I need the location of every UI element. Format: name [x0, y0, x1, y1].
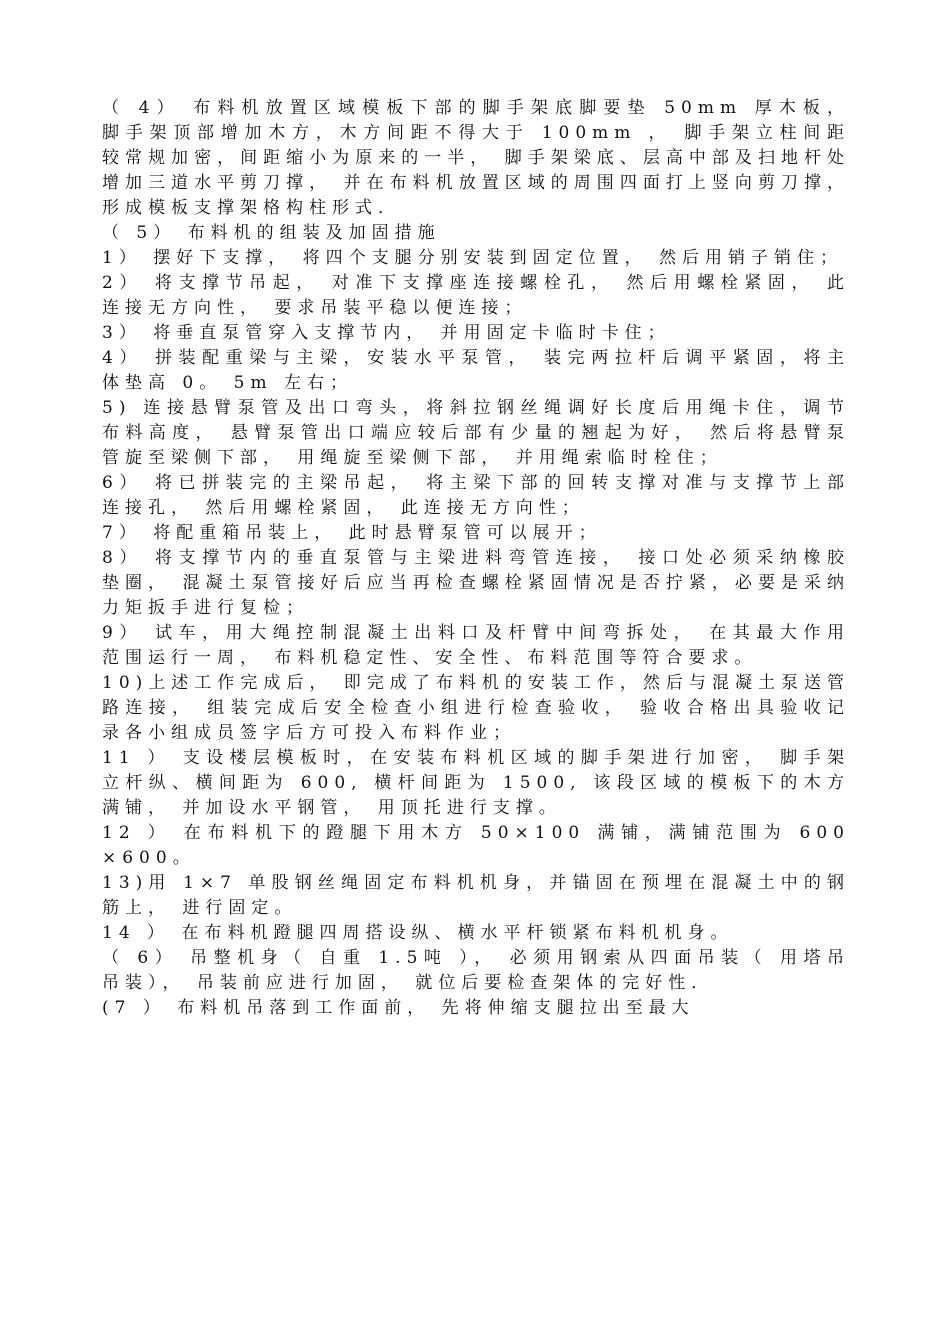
step-3: 3） 将垂直泵管穿入支撑节内， 并用固定卡临时卡住；: [102, 323, 671, 343]
section-landing: (7 ） 布料机吊落到工作面前， 先将伸缩支腿拉出至最大: [102, 998, 695, 1018]
step-6: 6） 将已拼装完的主梁吊起， 将主梁下部的回转支撑对准与支撑节上部连接孔， 然后用螺栓紧固， 此连接无方向性；: [102, 473, 850, 518]
step-10: 10)上述工作完成后， 即完成了布料机的安装工作，然后与混凝土泵送管路连接， 组装完成后安全检查小组进行检查验收， 验收合格出具验收记录各小组成员签字后方可投入布料作业；: [102, 673, 850, 743]
step-8: 8） 将支撑节内的垂直泵管与主梁进料弯管连接， 接口处必须采纳橡胶垫圈， 混凝土泵管接好后应当再检查螺栓紧固情况是否拧紧，必要是采纳力矩扳手进行复检；: [102, 548, 850, 618]
step-11: 11 ） 支设楼层模板时，在安装布料机区域的脚手架进行加密， 脚手架立杆纵、横间距为 600, 横杆间距为 1500, 该段区域的模板下的木方满铺， 并加设水平钢管， 用顶托进行支撑。: [102, 748, 850, 818]
step-12: 12 ） 在布料机下的蹬腿下用木方 50×100 满铺，满铺范围为 600×600。: [102, 823, 850, 868]
section-heading-assembly: （ 5） 布料机的组装及加固措施: [102, 223, 441, 243]
step-13: 13)用 1×7 单股钢丝绳固定布料机机身，并锚固在预埋在混凝土中的钢筋上， 进行固定。: [102, 873, 850, 918]
section-hoisting: （ 6） 吊整机身（ 自重 1.5吨 ）， 必须用钢索从四面吊装（ 用塔吊吊装）， 吊装前应进行加固， 就位后要检查架体的完好性．: [102, 948, 850, 993]
step-7: 7） 将配重箱吊装上， 此时悬臂泵管可以展开；: [102, 523, 602, 543]
step-9: 9） 试车，用大绳控制混凝土出料口及杆臂中间弯拆处， 在其最大作用范围运行一周， 布料机稳定性、安全性、布料范围等符合要求。: [102, 623, 850, 668]
step-4: 4） 拼装配重梁与主梁，安装水平泵管， 装完两拉杆后调平紧固，将主体垫高 0。 5m 左右；: [102, 348, 850, 393]
document-body: [102, 96, 850, 1021]
paragraph-formwork-support: （ 4） 布料机放置区域模板下部的脚手架底脚要垫 50mm 厚木板， 脚手架顶部增加木方，木方间距不得大于 100mm ， 脚手架立柱间距较常规加密，间距缩小为原来的一半， 脚手架梁底、层高中部及扫地杆处增加三道水平剪刀撑， 并在布料机放置区域的周围四面打上竖向剪刀撑， 形成模板支撑架格构柱形式．: [102, 98, 850, 218]
step-14: 14 ） 在布料机蹬腿四周搭设纵、横水平杆锁紧布料机机身。: [102, 923, 734, 943]
step-1: 1） 摆好下支撑， 将四个支腿分别安装到固定位置， 然后用销子销住；: [102, 248, 844, 268]
step-5: 5) 连接悬臂泵管及出口弯头，将斜拉钢丝绳调好长度后用绳卡住，调节布料高度， 悬臂泵管出口端应较后部有少量的翘起为好， 然后将悬臂泵管旋至梁侧下部， 用绳旋至梁侧下部， 并用绳索临时栓住；: [102, 398, 850, 468]
step-2: 2） 将支撑节吊起， 对准下支撑座连接螺栓孔， 然后用螺栓紧固， 此连接无方向性， 要求吊装平稳以便连接；: [102, 273, 850, 318]
